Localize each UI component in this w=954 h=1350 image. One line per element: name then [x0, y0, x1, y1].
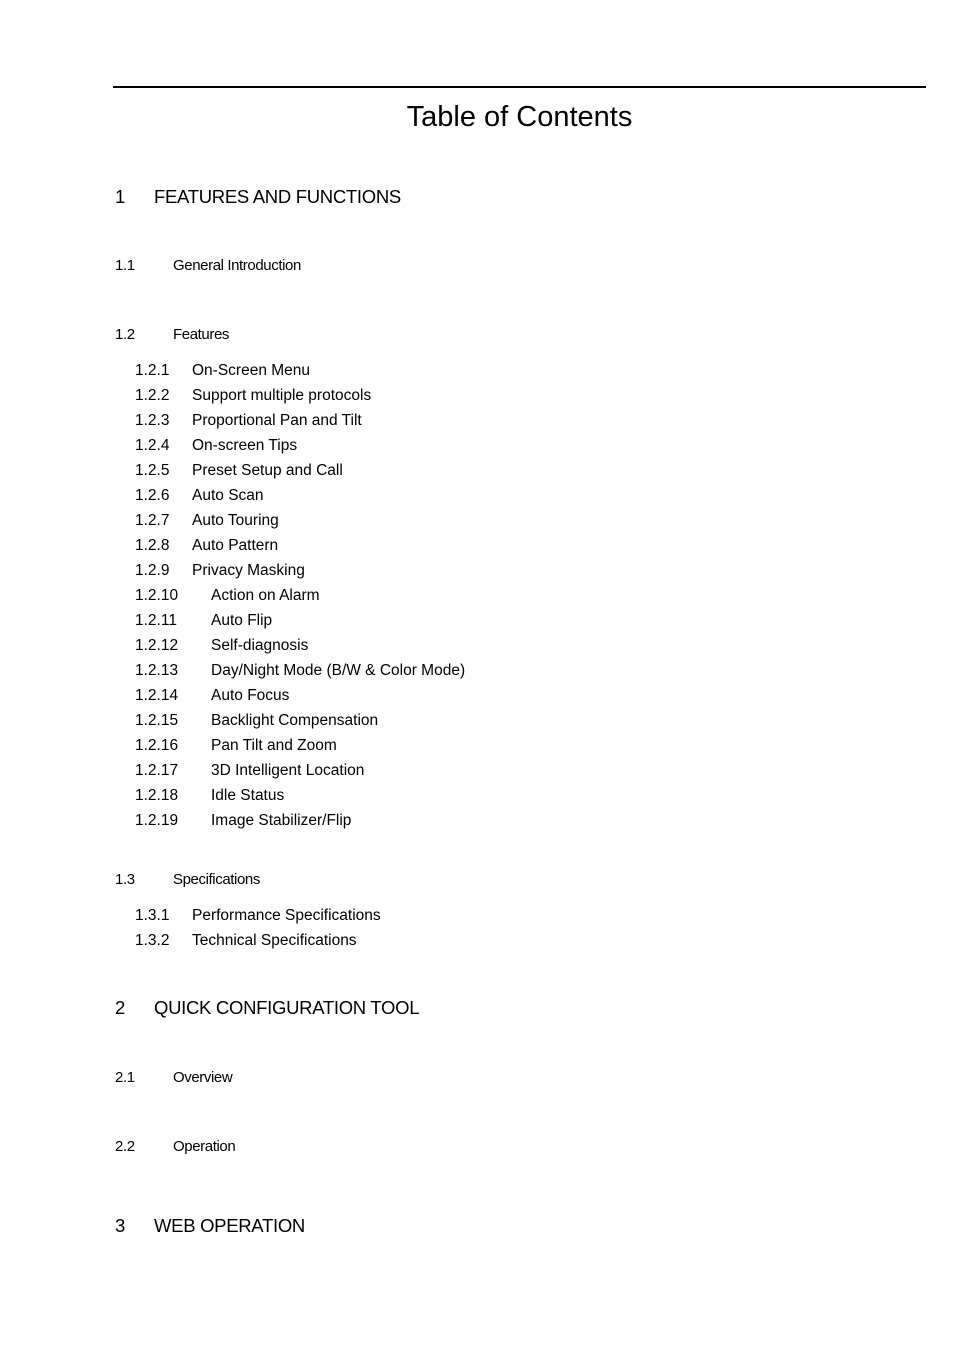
toc-entry-number: 1.2.5 — [135, 462, 170, 479]
toc-entry-number: 2.1 — [115, 1069, 135, 1086]
toc-entry-number: 1.2.13 — [135, 662, 179, 679]
toc-entry-number: 1.2.4 — [135, 437, 170, 454]
toc-entry-number: 1.2.8 — [135, 537, 170, 554]
header-rule — [113, 86, 926, 88]
toc-entry-text: FEATURES AND FUNCTIONS — [154, 186, 401, 207]
toc-entry-text: Performance Specifications — [192, 907, 381, 924]
toc-entry-number: 1.2.12 — [135, 637, 179, 654]
toc-entry-text: Operation — [173, 1138, 236, 1155]
toc-entry-text: 3D Intelligent Location — [211, 762, 365, 779]
toc-entry-text: Action on Alarm — [211, 587, 320, 604]
toc-entry-number: 2 — [115, 997, 125, 1018]
toc-entry-number: 1.2.14 — [135, 687, 179, 704]
toc-entry-number: 1.2.15 — [135, 712, 179, 729]
toc-entry-text: Backlight Compensation — [211, 712, 379, 729]
toc-entry-number: 1.2 — [115, 326, 135, 343]
toc-entry-text: Auto Focus — [211, 687, 290, 704]
toc-entry-number: 1.2.1 — [135, 362, 170, 379]
toc-entry-text: Auto Scan — [192, 487, 264, 504]
toc-entry-text: Privacy Masking — [192, 562, 305, 579]
toc-entry-text: Day/Night Mode (B/W & Color Mode) — [211, 662, 466, 679]
toc-entry-text: Overview — [173, 1069, 233, 1086]
toc-entry-text: Self-diagnosis — [211, 637, 309, 654]
toc-entry-number: 2.2 — [115, 1138, 135, 1155]
toc-entry-text: WEB OPERATION — [154, 1215, 305, 1236]
toc-entry-number: 1.2.19 — [135, 812, 179, 829]
toc-entry-number: 1.2.16 — [135, 737, 179, 754]
toc-entry-number: 1.2.7 — [135, 512, 170, 529]
toc-entry-number: 1.3.2 — [135, 932, 170, 949]
toc-entry-text: On-screen Tips — [192, 437, 298, 454]
toc-entry-number: 1.2.2 — [135, 387, 170, 404]
toc-entry-number: 1.2.9 — [135, 562, 170, 579]
toc-entry-number: 1.3 — [115, 871, 135, 888]
toc-entry-text: Auto Touring — [192, 512, 279, 529]
toc-entry-number: 1.2.17 — [135, 762, 179, 779]
toc-entry-text: Pan Tilt and Zoom — [211, 737, 337, 754]
toc-entry-text: Proportional Pan and Tilt — [192, 412, 362, 429]
toc-entry-number: 1.3.1 — [135, 907, 170, 924]
toc-entry-text: On-Screen Menu — [192, 362, 311, 379]
toc-entry-text: Support multiple protocols — [192, 387, 372, 404]
toc-entry-number: 3 — [115, 1215, 125, 1236]
toc-entry-text: Preset Setup and Call — [192, 462, 343, 479]
toc-entry-text: Image Stabilizer/Flip — [211, 812, 352, 829]
toc-entry-number: 1.2.11 — [135, 612, 177, 629]
toc-entry-text: Auto Flip — [211, 612, 273, 629]
toc-entry-text: QUICK CONFIGURATION TOOL — [154, 997, 420, 1018]
toc-entry-number: 1.2.18 — [135, 787, 179, 804]
toc-entry-number: 1.2.10 — [135, 587, 179, 604]
toc-entry-text: Specifications — [173, 871, 260, 888]
toc-entry-number: 1.1 — [115, 257, 135, 274]
toc-entry-text: Idle Status — [211, 787, 285, 804]
toc-entry-text: Technical Specifications — [192, 932, 357, 949]
toc-entry-number: 1 — [115, 186, 125, 207]
toc-entry-number: 1.2.6 — [135, 487, 170, 504]
page-title: Table of Contents — [406, 101, 633, 133]
toc-entry-text: General Introduction — [173, 257, 301, 274]
toc-entry-text: Auto Pattern — [192, 537, 279, 554]
toc-entry-number: 1.2.3 — [135, 412, 170, 429]
toc-entry-text: Features — [173, 326, 229, 343]
